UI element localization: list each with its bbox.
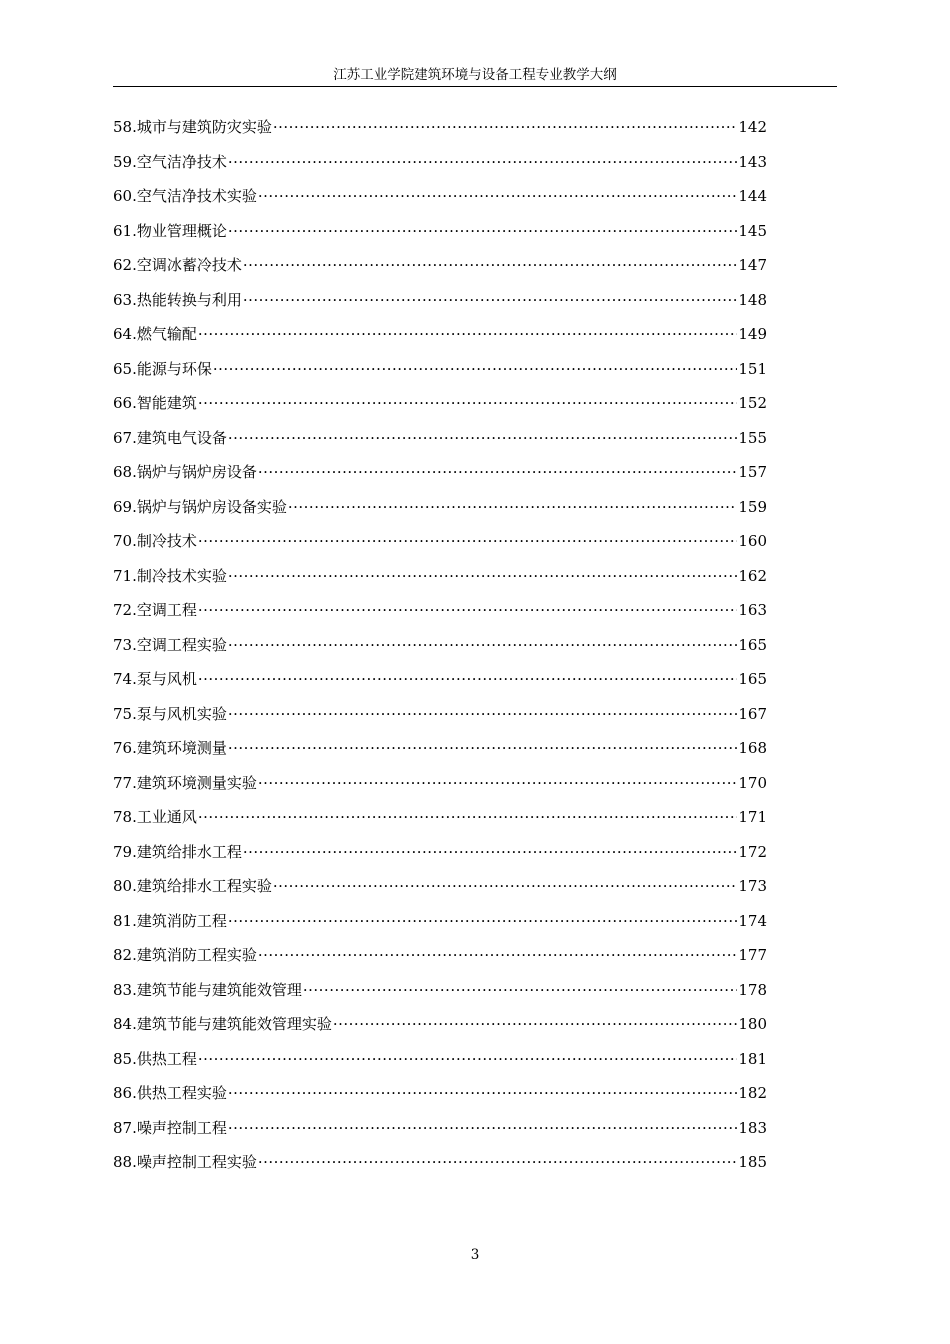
toc-entry[interactable] [113,973,767,1008]
toc-entry-title: 76.建筑环境测量 [113,739,227,757]
page-header-title: 江苏工业学院建筑环境与设备工程专业教学大纲 [333,67,617,83]
toc-entry[interactable] [113,421,767,456]
dot-leader [243,283,738,318]
toc-entry-page: 163 [738,601,767,619]
toc-entry[interactable] [113,1076,767,1111]
toc-entry-title: 62.空调冰蓄冷技术 [113,256,242,274]
dot-leader [198,1042,738,1077]
toc-entry-page: 174 [738,911,767,930]
dot-leader [243,835,738,870]
toc-entry[interactable] [113,179,767,214]
toc-entry-title: 86.供热工程实验 [113,1084,227,1102]
toc-entry[interactable] [113,766,767,801]
toc-entry-page: 170 [738,773,767,792]
dot-leader [228,731,738,766]
toc-entry-page: 162 [738,566,767,585]
dot-leader [258,455,738,490]
toc-entry-title: 81.建筑消防工程 [113,911,227,930]
dot-leader [288,490,738,525]
toc-entry[interactable] [113,1042,767,1077]
dot-leader [243,248,738,283]
toc-entry-title: 69.锅炉与锅炉房设备实验 [113,497,287,516]
dot-leader [198,662,738,697]
dot-leader [198,386,738,421]
toc-entry-page: 148 [738,290,767,309]
toc-entry-title: 73.空调工程实验 [113,635,227,654]
toc-entry-title: 78.工业通风 [113,808,197,826]
toc-entry-page: 155 [738,428,767,447]
toc-entry-page: 143 [738,152,767,171]
table-of-contents [113,110,767,1180]
toc-entry-title: 68.锅炉与锅炉房设备 [113,463,257,481]
dot-leader [258,766,738,801]
toc-entry-page: 173 [738,877,767,895]
toc-entry-page: 183 [738,1118,767,1137]
toc-entry-title: 80.建筑给排水工程实验 [113,877,272,895]
toc-entry[interactable] [113,559,767,594]
toc-entry-title: 67.建筑电气设备 [113,428,227,447]
toc-entry[interactable] [113,904,767,939]
toc-entry-title: 63.热能转换与利用 [113,290,242,309]
toc-entry-title: 87.噪声控制工程 [113,1118,227,1137]
toc-entry-title: 64.燃气输配 [113,325,197,343]
toc-entry-page: 181 [738,1049,767,1068]
toc-entry[interactable] [113,248,767,283]
toc-entry[interactable] [113,835,767,870]
toc-entry-title: 66.智能建筑 [113,394,197,412]
dot-leader [273,110,738,145]
toc-entry[interactable] [113,352,767,387]
toc-entry-title: 61.物业管理概论 [113,221,227,240]
toc-entry-page: 160 [738,532,767,550]
toc-entry-page: 172 [738,842,767,861]
header-rule [113,86,837,87]
dot-leader [303,973,738,1008]
dot-leader [333,1007,738,1042]
toc-entry[interactable] [113,283,767,318]
toc-entry-title: 88.噪声控制工程实验 [113,1153,257,1171]
dot-leader [228,904,738,939]
toc-entry[interactable] [113,1111,767,1146]
toc-entry-page: 165 [738,635,767,654]
toc-entry-page: 145 [738,221,767,240]
toc-entry-page: 142 [738,118,767,136]
dot-leader [198,800,738,835]
toc-entry-page: 157 [738,463,767,481]
dot-leader [228,697,738,732]
toc-entry[interactable] [113,697,767,732]
toc-entry-page: 147 [738,256,767,274]
toc-entry-page: 185 [738,1153,767,1171]
toc-entry[interactable] [113,490,767,525]
toc-entry-page: 165 [738,670,767,688]
dot-leader [228,559,738,594]
toc-entry-title: 59.空气洁净技术 [113,152,227,171]
toc-entry[interactable] [113,1007,767,1042]
toc-entry[interactable] [113,145,767,180]
toc-entry-title: 71.制冷技术实验 [113,566,227,585]
toc-entry[interactable] [113,455,767,490]
toc-entry-title: 85.供热工程 [113,1049,197,1068]
dot-leader [228,421,738,456]
toc-entry[interactable] [113,593,767,628]
toc-entry[interactable] [113,662,767,697]
toc-entry-title: 75.泵与风机实验 [113,704,227,723]
dot-leader [198,524,738,559]
toc-entry-page: 168 [738,739,767,757]
toc-entry-title: 74.泵与风机 [113,670,197,688]
toc-entry-title: 65.能源与环保 [113,359,212,378]
toc-entry-page: 167 [738,704,767,723]
toc-entry[interactable] [113,628,767,663]
toc-entry[interactable] [113,938,767,973]
dot-leader [228,1111,738,1146]
toc-entry-title: 82.建筑消防工程实验 [113,946,257,964]
dot-leader [228,145,738,180]
dot-leader [258,938,738,973]
toc-entry-page: 151 [738,359,767,378]
toc-entry-page: 182 [738,1084,767,1102]
dot-leader [198,317,738,352]
toc-entry-page: 171 [738,808,767,826]
toc-entry-page: 144 [738,187,767,205]
toc-entry-title: 70.制冷技术 [113,532,197,550]
toc-entry-page: 180 [738,1015,767,1033]
dot-leader [228,1076,738,1111]
toc-entry[interactable] [113,386,767,421]
toc-entry-title: 84.建筑节能与建筑能效管理实验 [113,1015,332,1033]
toc-entry-page: 159 [738,497,767,516]
dot-leader [228,628,738,663]
dot-leader [198,593,738,628]
toc-entry[interactable] [113,869,767,904]
toc-entry[interactable] [113,524,767,559]
toc-entry-page: 178 [738,980,767,999]
toc-entry-page: 177 [738,946,767,964]
toc-entry-title: 83.建筑节能与建筑能效管理 [113,980,302,999]
toc-entry-title: 58.城市与建筑防灾实验 [113,118,272,136]
toc-entry-page: 152 [738,394,767,412]
dot-leader [213,352,738,387]
toc-entry-title: 60.空气洁净技术实验 [113,187,257,205]
toc-entry[interactable] [113,1145,767,1180]
toc-entry[interactable] [113,731,767,766]
toc-entry-title: 77.建筑环境测量实验 [113,773,257,792]
dot-leader [228,214,738,249]
toc-entry-page: 149 [738,325,767,343]
dot-leader [258,179,738,214]
toc-entry-title: 79.建筑给排水工程 [113,842,242,861]
dot-leader [273,869,738,904]
toc-entry[interactable] [113,317,767,352]
toc-entry[interactable] [113,214,767,249]
toc-entry[interactable] [113,110,767,145]
toc-entry[interactable] [113,800,767,835]
toc-entry-title: 72.空调工程 [113,601,197,619]
dot-leader [258,1145,738,1180]
page-number: 3 [470,1247,480,1263]
